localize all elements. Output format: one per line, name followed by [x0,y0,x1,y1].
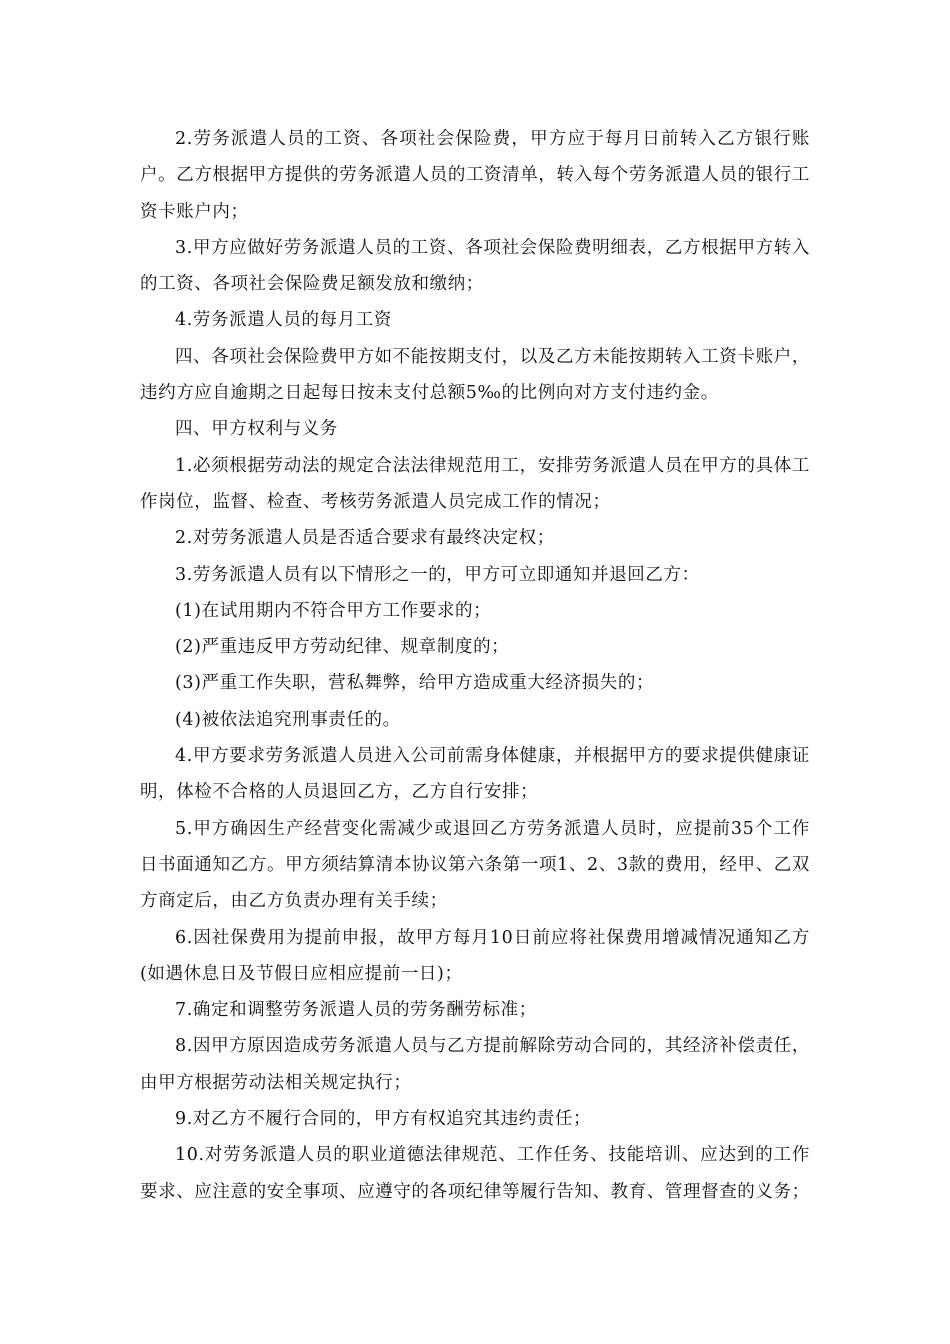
paragraph-reduction-notice: 5.甲方确因生产经营变化需减少或退回乙方劳务派遣人员时，应提前35个工作日书面通知乙方。甲方须结算清本协议第六条第一项1、2、3款的费用，经甲、乙双方商定后，由乙方负责办理有关手续； [140,818,810,912]
list-item-probation: (1)在试用期内不符合甲方工作要求的； [175,600,492,621]
paragraph-management-duty: 10.对劳务派遣人员的职业道德法律规范、工作任务、技能培训、应达到的工作要求、应注意的安全事项、应遵守的各项纪律等履行告知、教育、管理督查的义务； [140,1145,810,1202]
paragraph-return-conditions: 3.劳务派遣人员有以下情形之一的，甲方可立即通知并退回乙方： [175,564,700,585]
paragraph-salary-statement: 3.甲方应做好劳务派遣人员的工资、各项社会保险费明细表，乙方根据甲方转入的工资、各项社会保险费足额发放和缴纳； [140,237,810,295]
list-item-criminal: (4)被依法追究刑事责任的。 [175,709,401,730]
paragraph-health-certificate: 4.甲方要求劳务派遣人员进入公司前需身体健康，并根据甲方的要求提供健康证明，体检不合格的人员退回乙方，乙方自行安排； [140,746,810,803]
paragraph-monthly-salary: 4.劳务派遣人员的每月工资 [175,310,392,331]
list-item-negligence: (3)严重工作失职，营私舞弊，给甲方造成重大经济损失的； [175,673,655,694]
paragraph-remuneration-standard: 7.确定和调整劳务派遣人员的劳务酬劳标准； [175,1000,537,1021]
paragraph-social-security-notice: 6.因社保费用为提前申报，故甲方每月10日前应将社保费用增减情况通知乙方(如遇休息日及节假日应相应提前一日)； [140,927,810,984]
paragraph-compensation: 8.因甲方原因造成劳务派遣人员与乙方提前解除劳动合同的，其经济补偿责任，由甲方根据劳动法相关规定执行； [140,1036,810,1093]
paragraph-salary-transfer: 2.劳务派遣人员的工资、各项社会保险费，甲方应于每月日前转入乙方银行账户。乙方根据甲方提供的劳务派遣人员的工资清单，转入每个劳务派遣人员的银行工资卡账户内； [140,129,810,222]
paragraph-lawful-employment: 1.必须根据劳动法的规定合法法律规范用工，安排劳务派遣人员在甲方的具体工作岗位，监督、检查、考核劳务派遣人员完成工作的情况； [140,455,810,512]
paragraph-breach-liability: 9.对乙方不履行合同的，甲方有权追究其违约责任； [175,1109,592,1130]
paragraph-late-payment-penalty: 四、各项社会保险费甲方如不能按期支付，以及乙方未能按期转入工资卡账户，违约方应自逾期之日起每日按未支付总额5‰的比例向对方支付违约金。 [140,346,810,404]
list-item-discipline: (2)严重违反甲方劳动纪律、规章制度的； [175,637,510,658]
document-body [140,121,810,1210]
paragraph-final-decision: 2.对劳务派遣人员是否适合要求有最终决定权； [175,528,555,549]
section-heading-party-a-rights: 四、甲方权利与义务 [175,419,338,440]
